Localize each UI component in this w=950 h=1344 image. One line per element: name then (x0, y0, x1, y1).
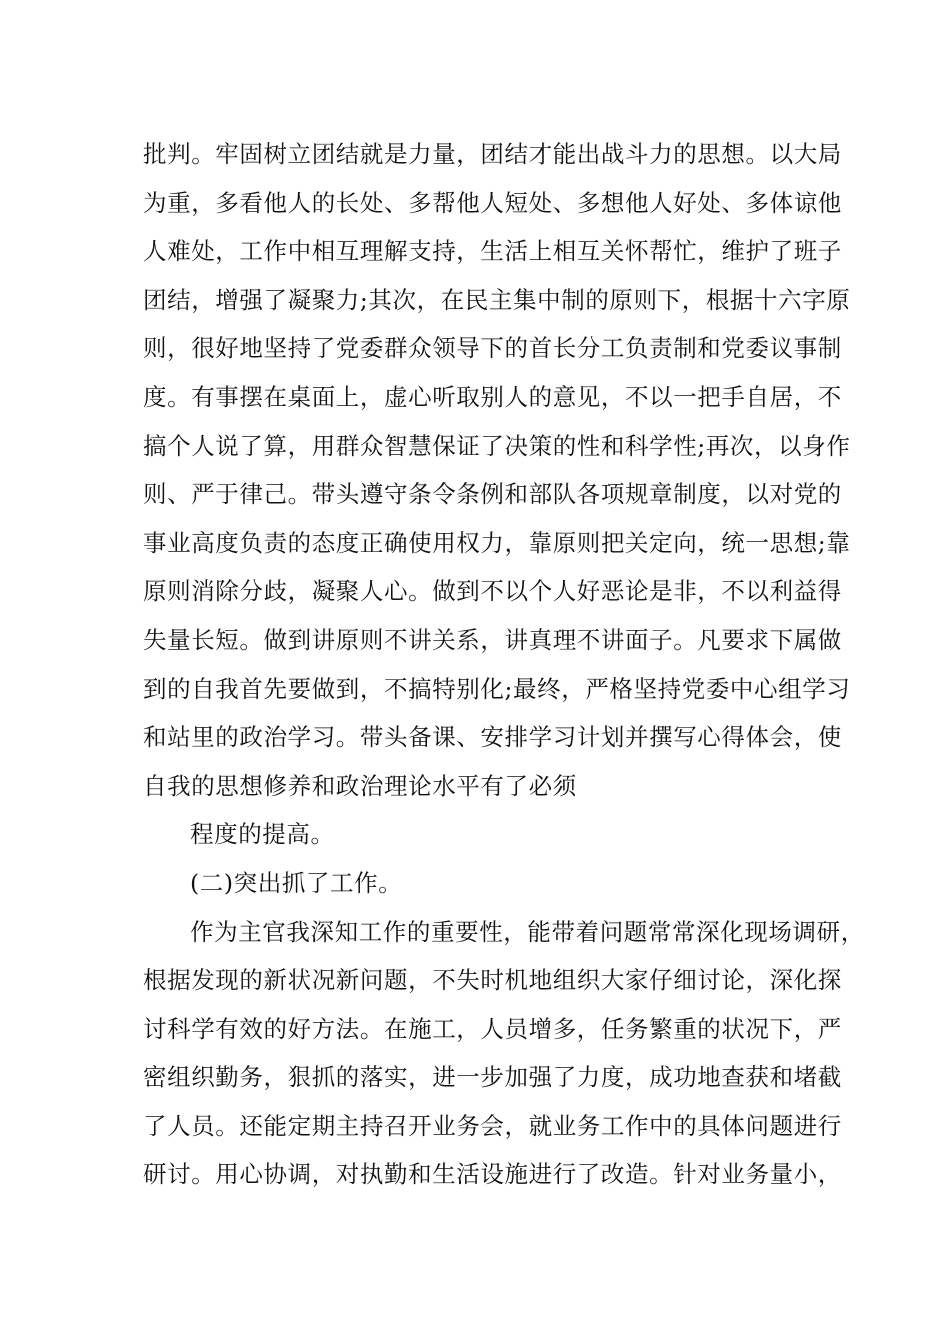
text-line: 到的自我首先要做到，不搞特别化;最终，严格坚持党委中心组学习 (143, 674, 851, 703)
text-line: (二)突出抓了工作。 (190, 868, 403, 897)
text-line: 研讨。用心协调，对执勤和生活设施进行了改造。针对业务量小， (143, 1160, 842, 1189)
text-line: 密组织勤务，狠抓的落实，进一步加强了力度，成功地查获和堵截 (143, 1063, 842, 1092)
text-line: 自我的思想修养和政治理论水平有了必须 (143, 771, 577, 800)
text-line: 为重，多看他人的长处、多帮他人短处、多想他人好处、多体谅他 (143, 188, 842, 217)
text-line: 程度的提高。 (190, 820, 335, 849)
text-line: 团结，增强了凝聚力;其次，在民主集中制的原则下，根据十六字原 (143, 285, 851, 314)
text-line: 则，很好地坚持了党委群众领导下的首长分工负责制和党委议事制 (143, 334, 842, 363)
text-line: 了人员。还能定期主持召开业务会，就业务工作中的具体问题进行 (143, 1111, 842, 1140)
text-line: 失量长短。做到讲原则不讲关系，讲真理不讲面子。凡要求下属做 (143, 625, 842, 654)
text-line: 搞个人说了算，用群众智慧保证了决策的性和科学性;再次，以身作 (143, 431, 851, 460)
text-line: 作为主官我深知工作的重要性，能带着问题常常深化现场调研， (190, 917, 865, 946)
document-body (143, 130, 865, 1199)
paragraph (143, 810, 823, 859)
text-line: 原则消除分歧，凝聚人心。做到不以个人好恶论是非，不以利益得 (143, 577, 842, 606)
text-line: 根据发现的新状况新问题，不失时机地组织大家仔细讨论，深化探 (143, 966, 842, 995)
text-line: 则、严于律己。带头遵守条令条例和部队各项规章制度，以对党的 (143, 480, 842, 509)
text-line: 人难处，工作中相互理解支持，生活上相互关怀帮忙，维护了班子 (143, 237, 842, 266)
text-line: 度。有事摆在桌面上，虚心听取别人的意见，不以一把手自居，不 (143, 382, 842, 411)
section-heading (143, 859, 823, 908)
paragraph (143, 130, 851, 810)
text-line: 讨科学有效的好方法。在施工，人员增多，任务繁重的状况下，严 (143, 1014, 842, 1043)
text-line: 事业高度负责的态度正确使用权力，靠原则把关定向，统一思想;靠 (143, 528, 851, 557)
text-line: 批判。牢固树立团结就是力量，团结才能出战斗力的思想。以大局 (143, 140, 842, 168)
paragraph (143, 908, 865, 1200)
text-line: 和站里的政治学习。带头备课、安排学习计划并撰写心得体会，使 (143, 723, 842, 752)
